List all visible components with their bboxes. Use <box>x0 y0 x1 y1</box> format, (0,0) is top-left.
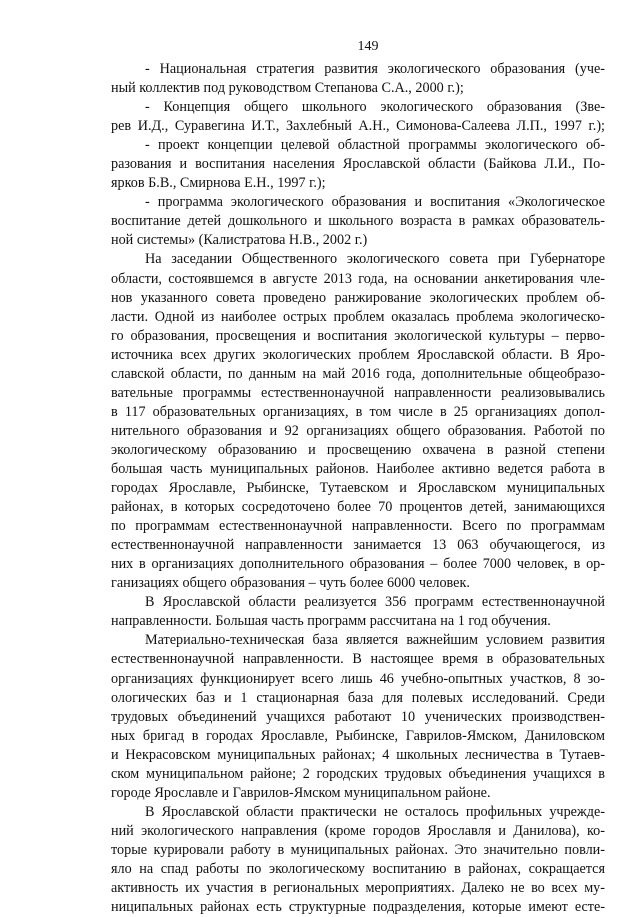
text-line: ний экологического направления (кроме городов Ярославля и Данилова), ко- <box>111 822 605 839</box>
text-line: ологических баз и 1 стационарная база для полевых исследований. Среди <box>111 689 605 706</box>
text-line: ганизациях общего образования – чуть более 6000 человек. <box>111 575 470 592</box>
text-line: них в организациях дополнительного образования – более 7000 человек, в ор- <box>111 556 605 573</box>
text-line: Материально-техническая база является важнейшим условием развития <box>145 632 605 649</box>
text-line: В Ярославской области практически не осталось профильных учрежде- <box>145 803 605 820</box>
text-line: трудовых объединений учащихся работают 10 ученических производствен- <box>111 708 605 725</box>
text-line: торые курировали работу в муниципальных районах. Это значительно повли- <box>111 841 605 858</box>
text-line: ных бригад в городах Ярославле, Рыбинске, Гаврилов-Ямском, Даниловском <box>111 727 605 744</box>
text-line: большая часть муниципальных районов. Наиболее активно ведется работа в <box>111 460 605 477</box>
text-line: городе Ярославле и Гаврилов-Ямском муниципальном районе. <box>111 784 491 801</box>
text-line: ный коллектив под руководством Степанова С.А., 2000 г.); <box>111 80 464 97</box>
text-line: ниципальных районах есть структурные подразделения, которые имеют есте- <box>111 899 605 916</box>
text-line: воспитание детей дошкольного и школьного возраста в рамках образователь- <box>111 213 605 230</box>
text-line: - программа экологического образования и воспитания «Экологическое <box>145 194 605 211</box>
text-line: рев И.Д., Суравегина И.Т., Захлебный А.Н., Симонова-Салеева Л.П., 1997 г.); <box>111 118 605 135</box>
text-line: организациях функционирует всего лишь 46 учебно-опытных участков, 8 зо- <box>111 670 605 687</box>
text-line: экологическому образованию и просвещению охвачена в разной степени <box>111 441 605 458</box>
text-line: естественнонаучной направленности занимается 13 063 обучающегося, из <box>111 537 605 554</box>
text-line: На заседании Общественного экологического совета при Губернаторе <box>145 251 605 268</box>
text-line: ском муниципальном районе; 2 городских трудовых объединения учащихся в <box>111 765 605 782</box>
text-line: - Национальная стратегия развития экологического образования (уче- <box>145 61 605 77</box>
text-line: области, состоявшемся в августе 2013 года, на основании анкетирования чле- <box>111 270 605 287</box>
text-line: нов указанного совета проведено ранжирование экологических проблем об- <box>111 289 605 306</box>
text-line: нительного образования и 92 организациях общего образования. Работой по <box>111 422 605 439</box>
text-line: и Некрасовском муниципальных районах; 4 школьных лесничества в Тутаев- <box>111 746 605 763</box>
text-line: го образования, просвещения и воспитания экологической культуры – перво- <box>111 327 605 344</box>
text-line: - Концепция общего школьного экологического образования (Зве- <box>145 99 605 116</box>
text-line: по программам естественнонаучной направленности. Всего по программам <box>111 518 605 535</box>
text-line: районах, в которых сосредоточено более 70 процентов детей, занимающихся <box>111 499 605 516</box>
text-line: яло на спад работы по экологическому воспитанию в районах, сокращается <box>111 860 605 877</box>
text-line: естественнонаучной направленности. В настоящее время в образовательных <box>111 651 605 668</box>
text-line: славской области, по данным на май 2016 года, дополнительные общеобразо- <box>111 365 605 382</box>
text-line: ласти. Одной из наиболее острых проблем оказалась проблема экологическо- <box>111 308 605 325</box>
text-line: городах Ярославле, Рыбинске, Тутаевском и Ярославском муниципальных <box>111 480 605 497</box>
text-line: разования и воспитания населения Ярославской области (Байкова Л.И., По- <box>111 156 605 173</box>
text-line: ной системы» (Калистратова Н.В., 2002 г.) <box>111 232 368 249</box>
text-line: в 117 образовательных организациях, в том числе в 25 организациях допол- <box>111 403 605 420</box>
body-text <box>111 60 605 917</box>
text-line: источника всех других экологических проблем Ярославской области. В Яро- <box>111 346 605 363</box>
page-number: 149 <box>357 39 379 54</box>
text-line: ярков Б.В., Смирнова Е.Н., 1997 г.); <box>111 175 326 192</box>
text-line: - проект концепции целевой областной программы экологического об- <box>145 137 605 154</box>
text-line: направленности. Большая часть программ рассчитана на 1 год обучения. <box>111 613 551 630</box>
text-line: активность их участия в региональных мероприятиях. Далеко не во всех му- <box>111 880 605 897</box>
document-page <box>111 38 605 917</box>
text-line: вательные программы естественнонаучной направленности реализовывались <box>111 384 605 401</box>
text-line: В Ярославской области реализуется 356 программ естественнонаучной <box>145 594 605 611</box>
